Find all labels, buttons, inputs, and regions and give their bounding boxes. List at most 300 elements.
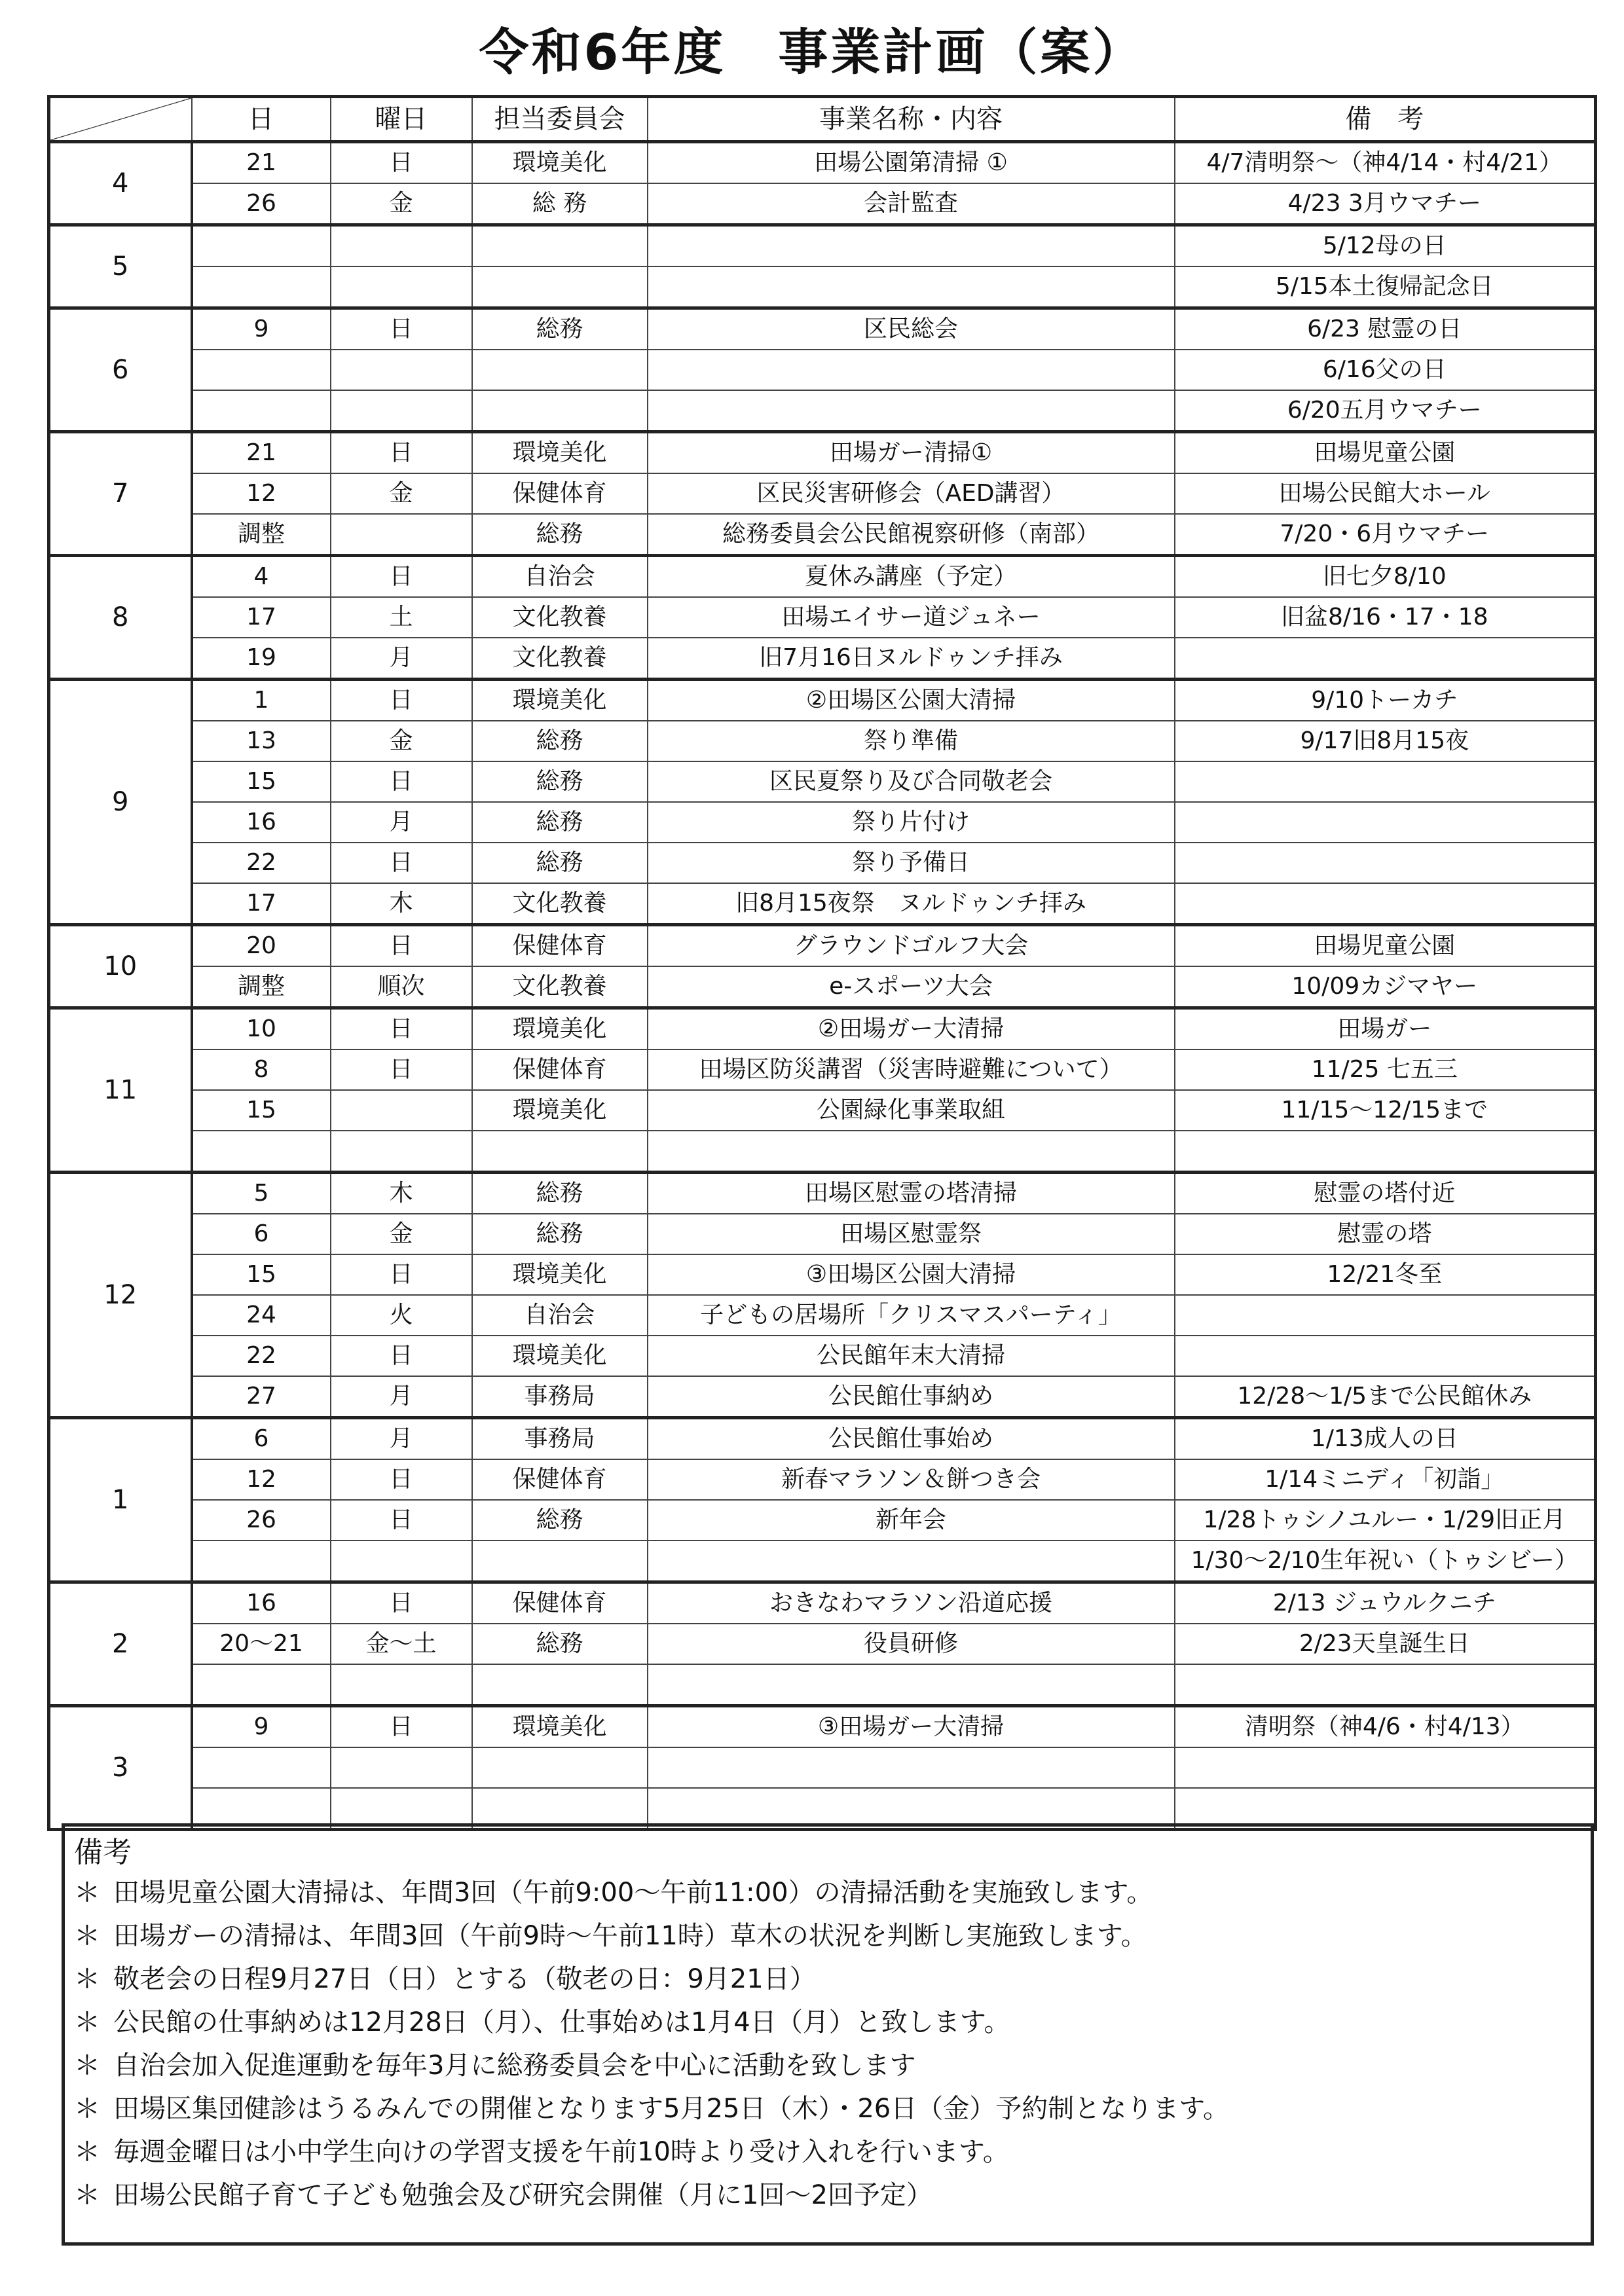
day-cell: 13 [192,721,331,761]
day-cell: 12 [192,1459,331,1500]
committee-cell: 総務 [472,761,648,802]
committee-cell: 総務 [472,308,648,350]
committee-cell: 文化教養 [472,883,648,925]
weekday-cell: 日 [331,1254,472,1295]
table-row [49,802,1596,843]
weekday-cell [331,266,472,308]
committee-cell: 事務局 [472,1376,648,1418]
table-row [49,1376,1596,1418]
day-cell: 9 [192,1706,331,1748]
day-cell: 24 [192,1295,331,1336]
schedule-table [47,95,1597,1831]
remarks-cell: 11/15～12/15まで [1175,1090,1596,1131]
event-cell: 区民夏祭り及び合同敬老会 [648,761,1175,802]
note-item [74,2087,1581,2130]
day-cell: 17 [192,883,331,925]
weekday-cell: 日 [331,1336,472,1376]
event-cell [648,1540,1175,1582]
day-cell [192,1664,331,1706]
remarks-cell: 1/28トゥシノユルー・1/29旧正月 [1175,1500,1596,1540]
table-row [49,1418,1596,1460]
weekday-cell [331,1540,472,1582]
weekday-cell: 日 [331,308,472,350]
committee-cell: 環境美化 [472,1254,648,1295]
asterisk-icon: ＊ [74,1878,100,1908]
month-group [49,308,1596,432]
weekday-cell: 金 [331,1214,472,1254]
month-cell: 5 [49,225,192,308]
weekday-cell: 日 [331,1582,472,1624]
day-cell: 22 [192,1336,331,1376]
remarks-cell: 田場児童公園 [1175,925,1596,967]
remarks-cell: 6/20五月ウマチー [1175,390,1596,432]
table-row [49,514,1596,556]
table-row [49,308,1596,350]
remarks-cell: 田場公民館大ホール [1175,473,1596,514]
event-cell: ③田場区公園大清掃 [648,1254,1175,1295]
note-text: 田場ガーの清掃は、年間3回（午前9時～午前11時）草木の状況を判断し実施致します。 [113,1921,1147,1951]
committee-cell: 総務 [472,843,648,883]
table-row [49,1624,1596,1664]
table-row [49,680,1596,721]
day-cell: 調整 [192,966,331,1008]
committee-cell: 総務 [472,721,648,761]
table-row [49,1008,1596,1050]
event-cell: グラウンドゴルフ大会 [648,925,1175,967]
month-cell: 7 [49,432,192,556]
note-item [74,2174,1581,2217]
day-cell: 27 [192,1376,331,1418]
day-cell: 21 [192,142,331,184]
committee-cell [472,1540,648,1582]
month-cell: 2 [49,1582,192,1706]
event-cell: 新春マラソン＆餅つき会 [648,1459,1175,1500]
remarks-cell: 慰霊の塔 [1175,1214,1596,1254]
table-row [49,1090,1596,1131]
remarks-cell: 2/13 ジュウルクニチ [1175,1582,1596,1624]
weekday-cell: 火 [331,1295,472,1336]
note-item [74,1914,1581,1958]
committee-cell: 保健体育 [472,1049,648,1090]
table-row [49,225,1596,267]
day-cell: 1 [192,680,331,721]
event-cell: 役員研修 [648,1624,1175,1664]
day-cell [192,1540,331,1582]
asterisk-icon: ＊ [74,2137,100,2167]
day-cell: 4 [192,556,331,598]
day-cell: 15 [192,1254,331,1295]
asterisk-icon: ＊ [74,1964,100,1994]
event-cell: ③田場ガー大清掃 [648,1706,1175,1748]
day-cell [192,225,331,267]
month-cell: 4 [49,142,192,225]
table-row [49,1295,1596,1336]
weekday-cell: 月 [331,638,472,680]
remarks-cell: 10/09カジマヤー [1175,966,1596,1008]
committee-cell [472,266,648,308]
committee-cell: 保健体育 [472,1582,648,1624]
table-row [49,1706,1596,1748]
committee-cell: 文化教養 [472,966,648,1008]
remarks-cell: 1/14ミニディ「初詣」 [1175,1459,1596,1500]
weekday-cell: 日 [331,556,472,598]
remarks-cell: 4/7清明祭～（神4/14・村4/21） [1175,142,1596,184]
event-cell: 区民総会 [648,308,1175,350]
table-row [49,1664,1596,1706]
committee-cell: 文化教養 [472,638,648,680]
remarks-cell: 11/25 七五三 [1175,1049,1596,1090]
event-cell: 子どもの居場所「クリスマスパーティ」 [648,1295,1175,1336]
day-cell: 22 [192,843,331,883]
event-cell: 公園緑化事業取組 [648,1090,1175,1131]
day-cell [192,1131,331,1173]
remarks-cell: 7/20・6月ウマチー [1175,514,1596,556]
note-text: 田場公民館子育て子ども勉強会及び研究会開催（月に1回～2回予定） [113,2180,932,2210]
weekday-cell: 日 [331,142,472,184]
month-group [49,1418,1596,1582]
day-cell: 5 [192,1173,331,1214]
weekday-cell: 日 [331,1706,472,1748]
committee-cell: 総務 [472,1214,648,1254]
notes-box [62,1823,1594,2246]
header-row [49,97,1596,142]
committee-cell [472,1131,648,1173]
day-cell: 17 [192,597,331,638]
committee-cell: 環境美化 [472,432,648,474]
table-row [49,1747,1596,1788]
event-cell: 旧8月15夜祭 ヌルドゥンチ拝み [648,883,1175,925]
table-row [49,1336,1596,1376]
table-row [49,556,1596,598]
committee-cell: 自治会 [472,1295,648,1336]
event-cell: 祭り予備日 [648,843,1175,883]
day-cell [192,350,331,390]
event-cell: 公民館仕事納め [648,1376,1175,1418]
day-cell: 10 [192,1008,331,1050]
remarks-cell [1175,1295,1596,1336]
event-cell: 会計監査 [648,183,1175,225]
weekday-cell: 日 [331,1008,472,1050]
month-group [49,1008,1596,1173]
month-cell: 9 [49,680,192,925]
day-cell [192,1747,331,1788]
month-group [49,1706,1596,1830]
committee-cell: 総 務 [472,183,648,225]
weekday-cell [331,225,472,267]
corner-cell [49,97,192,142]
day-cell: 26 [192,1500,331,1540]
remarks-cell [1175,761,1596,802]
remarks-cell [1175,802,1596,843]
event-cell [648,1747,1175,1788]
day-cell: 9 [192,308,331,350]
table-row [49,1500,1596,1540]
event-cell [648,225,1175,267]
month-cell: 1 [49,1418,192,1582]
month-cell: 10 [49,925,192,1008]
remarks-cell [1175,1664,1596,1706]
weekday-cell: 木 [331,1173,472,1214]
note-text: 田場児童公園大清掃は、年間3回（午前9:00～午前11:00）の清掃活動を実施致します。 [113,1878,1153,1908]
event-cell [648,1664,1175,1706]
weekday-cell: 土 [331,597,472,638]
day-cell: 調整 [192,514,331,556]
weekday-cell [331,514,472,556]
notes-list [74,1871,1581,2217]
note-item [74,2001,1581,2044]
table-row [49,1049,1596,1090]
weekday-cell: 日 [331,843,472,883]
day-cell: 19 [192,638,331,680]
remarks-cell [1175,1336,1596,1376]
committee-cell: 環境美化 [472,1336,648,1376]
weekday-cell: 順次 [331,966,472,1008]
committee-cell [472,350,648,390]
month-cell: 11 [49,1008,192,1173]
event-cell: 祭り準備 [648,721,1175,761]
weekday-cell [331,1664,472,1706]
remarks-cell: 6/23 慰霊の日 [1175,308,1596,350]
table-row [49,721,1596,761]
event-cell [648,390,1175,432]
committee-cell: 環境美化 [472,680,648,721]
remarks-cell: 5/15本土復帰記念日 [1175,266,1596,308]
notes-heading: 備考 [74,1836,132,1869]
weekday-cell: 月 [331,802,472,843]
remarks-cell: 田場ガー [1175,1008,1596,1050]
committee-cell: 総務 [472,1624,648,1664]
table-row [49,473,1596,514]
event-cell: 公民館年末大清掃 [648,1336,1175,1376]
note-text: 自治会加入促進運動を毎年3月に総務委員会を中心に活動を致します [113,2050,916,2081]
event-cell: 公民館仕事始め [648,1418,1175,1460]
remarks-cell: 5/12母の日 [1175,225,1596,267]
day-cell: 12 [192,473,331,514]
table-row [49,761,1596,802]
remarks-cell: 12/21冬至 [1175,1254,1596,1295]
remarks-cell [1175,638,1596,680]
table-row [49,1540,1596,1582]
table-row [49,1131,1596,1173]
asterisk-icon: ＊ [74,1921,100,1951]
asterisk-icon: ＊ [74,2050,100,2081]
table-row [49,1173,1596,1214]
event-cell [648,1131,1175,1173]
month-group [49,925,1596,1008]
remarks-cell: 9/10トーカチ [1175,680,1596,721]
remarks-cell [1175,883,1596,925]
weekday-cell: 日 [331,925,472,967]
day-cell: 15 [192,761,331,802]
weekday-cell [331,350,472,390]
asterisk-icon: ＊ [74,2180,100,2210]
table-row [49,432,1596,474]
diagonal-line-icon [50,98,191,140]
table-row [49,1582,1596,1624]
note-item [74,2130,1581,2174]
day-cell: 26 [192,183,331,225]
committee-cell: 自治会 [472,556,648,598]
event-cell: 田場ガー清掃① [648,432,1175,474]
table-row [49,966,1596,1008]
weekday-cell: 日 [331,761,472,802]
day-cell: 20～21 [192,1624,331,1664]
event-cell: ②田場ガー大清掃 [648,1008,1175,1050]
event-cell: ②田場区公園大清掃 [648,680,1175,721]
table-row [49,1459,1596,1500]
event-cell: 祭り片付け [648,802,1175,843]
day-cell [192,390,331,432]
event-cell: 田場区慰霊の塔清掃 [648,1173,1175,1214]
committee-cell: 総務 [472,514,648,556]
event-cell [648,266,1175,308]
weekday-cell [331,390,472,432]
table-row [49,266,1596,308]
day-cell: 20 [192,925,331,967]
committee-cell: 保健体育 [472,1459,648,1500]
committee-cell [472,1664,648,1706]
month-group [49,1582,1596,1706]
remarks-cell: 田場児童公園 [1175,432,1596,474]
header-committee: 担当委員会 [472,97,648,142]
table-row [49,142,1596,184]
event-cell: 旧7月16日ヌルドゥンチ拝み [648,638,1175,680]
weekday-cell [331,1131,472,1173]
day-cell: 16 [192,1582,331,1624]
event-cell: 田場区防災講習（災害時避難について） [648,1049,1175,1090]
remarks-cell [1175,1131,1596,1173]
day-cell: 16 [192,802,331,843]
table-row [49,883,1596,925]
table-row [49,390,1596,432]
header-event: 事業名称・内容 [648,97,1175,142]
month-group [49,556,1596,680]
table-row [49,638,1596,680]
remarks-cell: 1/30～2/10生年祝い（トゥシビー） [1175,1540,1596,1582]
weekday-cell: 日 [331,1500,472,1540]
asterisk-icon: ＊ [74,2094,100,2124]
event-cell: 田場区慰霊祭 [648,1214,1175,1254]
table-row [49,1254,1596,1295]
committee-cell [472,1747,648,1788]
event-cell: 新年会 [648,1500,1175,1540]
remarks-cell: 清明祭（神4/6・村4/13） [1175,1706,1596,1748]
month-cell: 3 [49,1706,192,1830]
event-cell: 田場エイサー道ジュネー [648,597,1175,638]
day-cell [192,266,331,308]
remarks-cell: 9/17旧8月15夜 [1175,721,1596,761]
weekday-cell: 月 [331,1376,472,1418]
committee-cell: 環境美化 [472,1090,648,1131]
table-row [49,1214,1596,1254]
day-cell: 6 [192,1214,331,1254]
note-text: 公民館の仕事納めは12月28日（月）、仕事始めは1月4日（月）と致します。 [113,2007,1010,2037]
header-remarks: 備 考 [1175,97,1596,142]
header-day: 日 [192,97,331,142]
day-cell: 15 [192,1090,331,1131]
weekday-cell: 金～土 [331,1624,472,1664]
note-item [74,1958,1581,2001]
committee-cell: 環境美化 [472,142,648,184]
note-text: 敬老会の日程9月27日（日）とする（敬老の日：9月21日） [113,1964,816,1994]
month-group [49,680,1596,925]
month-group [49,142,1596,225]
month-cell: 8 [49,556,192,680]
table-row [49,925,1596,967]
committee-cell [472,225,648,267]
remarks-cell [1175,1747,1596,1788]
table-row [49,183,1596,225]
remarks-cell: 2/23天皇誕生日 [1175,1624,1596,1664]
event-cell [648,350,1175,390]
remarks-cell [1175,843,1596,883]
page-title: 令和6年度 事業計画（案） [479,23,1145,81]
weekday-cell: 金 [331,473,472,514]
event-cell: 総務委員会公民館視察研修（南部） [648,514,1175,556]
committee-cell: 総務 [472,802,648,843]
weekday-cell: 木 [331,883,472,925]
committee-cell: 事務局 [472,1418,648,1460]
header-weekday: 曜日 [331,97,472,142]
day-cell: 21 [192,432,331,474]
weekday-cell: 金 [331,183,472,225]
note-item [74,1871,1581,1914]
note-text: 毎週金曜日は小中学生向けの学習支援を午前10時より受け入れを行います。 [113,2137,1009,2167]
table-row [49,597,1596,638]
weekday-cell: 月 [331,1418,472,1460]
weekday-cell: 日 [331,432,472,474]
committee-cell: 保健体育 [472,925,648,967]
committee-cell [472,390,648,432]
note-text: 田場区集団健診はうるみんでの開催となります5月25日（木）・26日（金）予約制となります。 [113,2094,1230,2124]
day-cell: 8 [192,1049,331,1090]
committee-cell: 文化教養 [472,597,648,638]
weekday-cell: 日 [331,1049,472,1090]
remarks-cell: 4/23 3月ウマチー [1175,183,1596,225]
month-cell: 6 [49,308,192,432]
weekday-cell [331,1747,472,1788]
month-group [49,432,1596,556]
remarks-cell: 12/28～1/5まで公民館休み [1175,1376,1596,1418]
note-item [74,2044,1581,2087]
committee-cell: 総務 [472,1500,648,1540]
event-cell: 夏休み講座（予定） [648,556,1175,598]
month-group [49,225,1596,308]
remarks-cell: 旧盆8/16・17・18 [1175,597,1596,638]
weekday-cell: 日 [331,1459,472,1500]
remarks-cell: 旧七夕8/10 [1175,556,1596,598]
remarks-cell: 6/16父の日 [1175,350,1596,390]
committee-cell: 総務 [472,1173,648,1214]
remarks-cell: 慰霊の塔付近 [1175,1173,1596,1214]
asterisk-icon: ＊ [74,2007,100,2037]
remarks-cell: 1/13成人の日 [1175,1418,1596,1460]
month-cell: 12 [49,1173,192,1418]
table-row [49,843,1596,883]
weekday-cell: 日 [331,680,472,721]
day-cell: 6 [192,1418,331,1460]
committee-cell: 保健体育 [472,473,648,514]
event-cell: おきなわマラソン沿道応援 [648,1582,1175,1624]
weekday-cell: 金 [331,721,472,761]
committee-cell: 環境美化 [472,1008,648,1050]
table-row [49,350,1596,390]
event-cell: 区民災害研修会（AED講習） [648,473,1175,514]
event-cell: 田場公園第清掃 ① [648,142,1175,184]
event-cell: e-スポーツ大会 [648,966,1175,1008]
committee-cell: 環境美化 [472,1706,648,1748]
weekday-cell [331,1090,472,1131]
